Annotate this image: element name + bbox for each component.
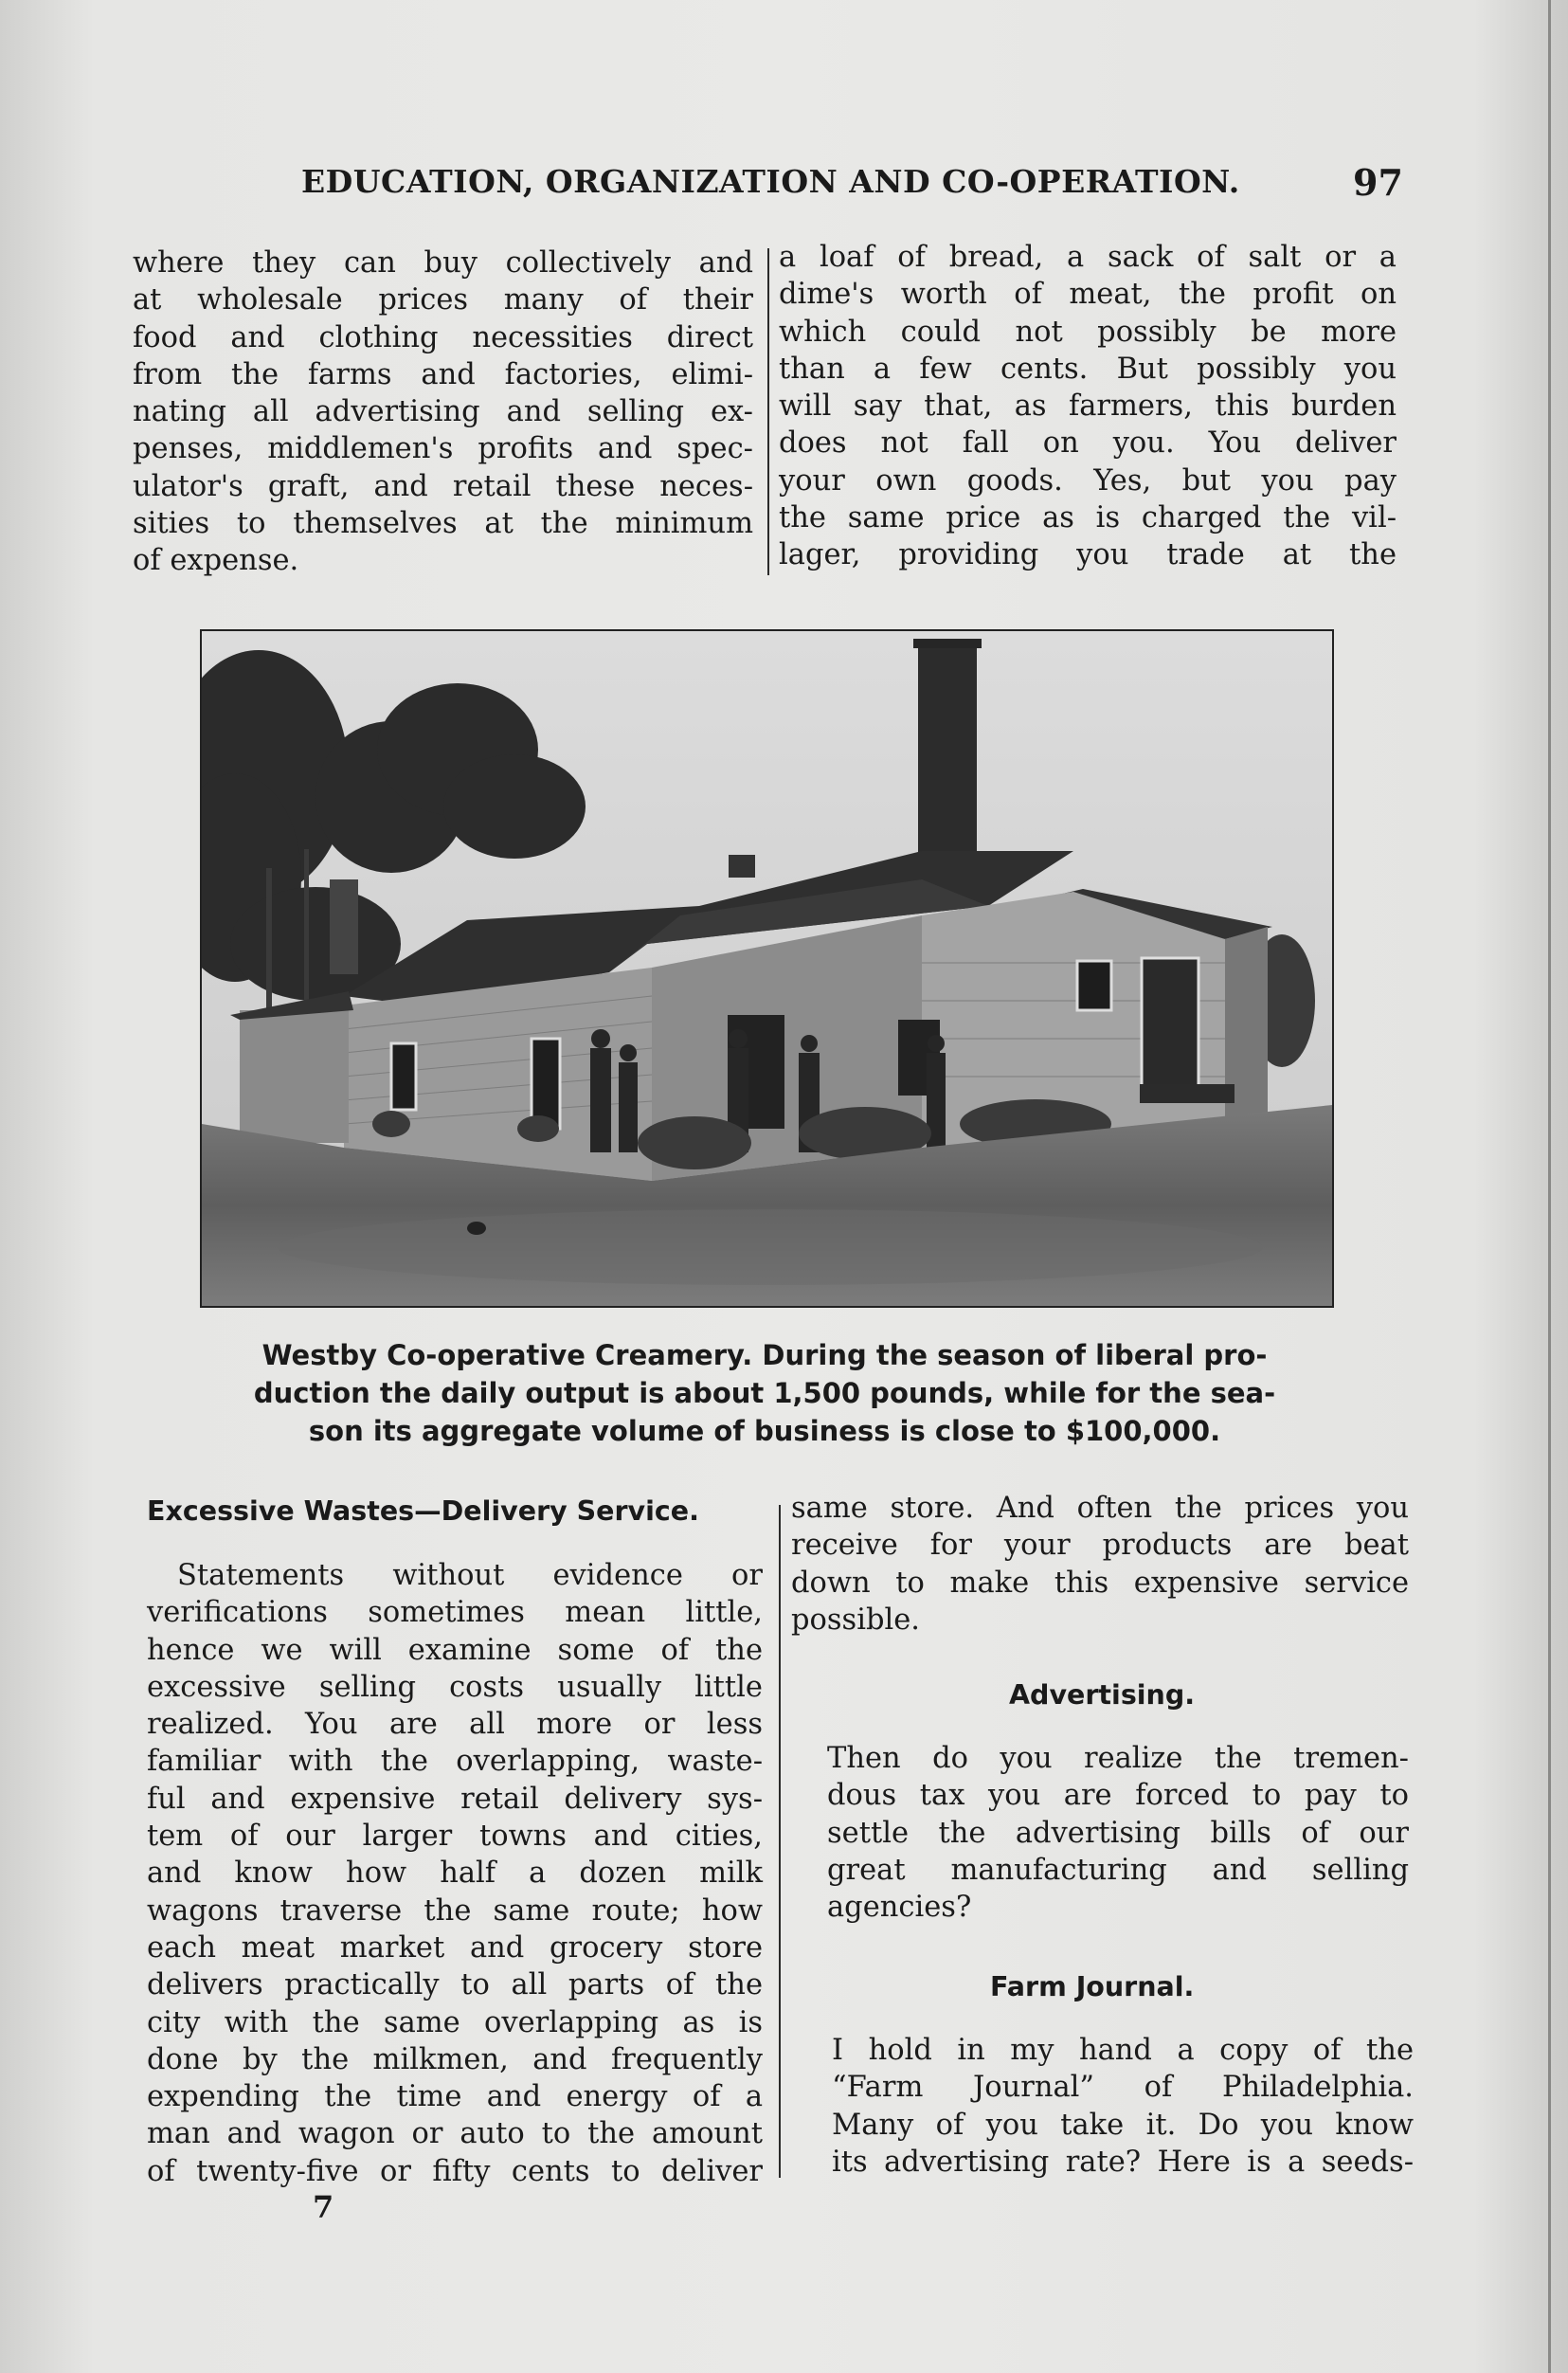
farm-journal-paragraph — [832, 2032, 1414, 2181]
text-line: at wholesale prices many of their — [133, 283, 753, 317]
text-line: your own goods. Yes, but you pay — [779, 463, 1397, 498]
section-heading-farm-journal: Farm Journal. — [990, 1971, 1195, 2002]
caption-line: son its aggregate volume of business is close to $100,000. — [308, 1415, 1221, 1447]
text-line: nating all advertising and selling ex- — [133, 395, 753, 429]
text-line: expending the time and energy of a — [147, 2080, 763, 2114]
text-line: delivers practically to all parts of the — [147, 1968, 763, 2002]
caption-line: Westby Co-operative Creamery. During the season of liberal pro- — [261, 1339, 1268, 1371]
text-line: of twenty-five or fifty cents to deliver — [147, 2154, 763, 2188]
text-line: ulator's graft, and retail these neces- — [133, 469, 753, 503]
advertising-paragraph — [827, 1740, 1409, 1926]
signature-mark: 7 — [313, 2189, 334, 2225]
text-line: food and clothing necessities direct — [133, 320, 753, 354]
text-line: will say that, as farmers, this burden — [779, 389, 1397, 424]
text-line: done by the milkmen, and frequently — [147, 2042, 763, 2076]
text-line: than a few cents. But possibly you — [779, 352, 1397, 386]
text-line: sities to themselves at the minimum — [133, 507, 753, 541]
text-line: each meat market and grocery store — [147, 1930, 763, 1965]
bottom-right-intro — [791, 1490, 1409, 1639]
text-line: Then do you realize the tremen- — [827, 1742, 1409, 1775]
text-line: which could not possibly be more — [779, 315, 1397, 349]
top-left-column — [133, 245, 753, 580]
text-line: city with the same overlapping as is — [147, 2005, 763, 2039]
text-line: of expense. — [133, 544, 299, 578]
column-rule-bottom — [779, 1505, 781, 2178]
text-line: same store. And often the prices you — [791, 1492, 1409, 1525]
page-edge-line — [1548, 0, 1551, 2373]
text-line: agencies? — [827, 1891, 972, 1925]
top-right-column — [779, 239, 1397, 574]
text-line: where they can buy collectively and — [133, 246, 753, 280]
text-line: down to make this expensive service — [791, 1566, 1409, 1600]
text-line: excessive selling costs usually little — [147, 1670, 763, 1704]
text-line: dous tax you are forced to pay to — [827, 1779, 1409, 1813]
text-line: man and wagon or auto to the amount — [147, 2117, 763, 2151]
text-line: from the farms and factories, elimi- — [133, 357, 753, 391]
text-line: hence we will examine some of the — [147, 1633, 763, 1667]
text-line: its advertising rate? Here is a seeds- — [832, 2145, 1414, 2179]
text-line: Many of you take it. Do you know — [832, 2108, 1414, 2142]
text-line: tem of our larger towns and cities, — [147, 1820, 763, 1854]
page-number: 97 — [1353, 161, 1403, 204]
text-line: ful and expensive retail delivery sys- — [147, 1782, 763, 1816]
section-heading-advertising: Advertising. — [1009, 1679, 1196, 1711]
text-line: settle the advertising bills of our — [827, 1816, 1409, 1850]
text-line: realized. You are all more or less — [147, 1708, 763, 1742]
text-line: a loaf of bread, a sack of salt or a — [779, 241, 1397, 274]
text-line: wagons traverse the same route; how — [147, 1893, 763, 1928]
text-line: great manufacturing and selling — [827, 1853, 1409, 1887]
caption-line: duction the daily output is about 1,500 pounds, while for the sea- — [253, 1377, 1276, 1409]
section-heading-delivery: Excessive Wastes—Delivery Service. — [147, 1495, 699, 1527]
text-line: does not fall on you. You deliver — [779, 426, 1397, 461]
text-line: lager, providing you trade at the — [779, 538, 1397, 572]
column-rule-top — [767, 248, 769, 575]
text-line: familiar with the overlapping, waste- — [147, 1745, 763, 1779]
bottom-left-column — [147, 1557, 763, 2190]
creamery-photo-illustration — [202, 631, 1332, 1306]
text-line: dime's worth of meat, the profit on — [779, 278, 1397, 312]
text-line: verifications sometimes mean little, — [147, 1596, 763, 1630]
running-head: EDUCATION, ORGANIZATION AND CO-OPERATION. — [301, 163, 1240, 200]
text-line: I hold in my hand a copy of the — [832, 2034, 1414, 2067]
text-line: receive for your products are beat — [791, 1529, 1409, 1563]
creamery-photo — [200, 629, 1334, 1308]
text-line: Statements without evidence or — [177, 1559, 763, 1592]
text-line: possible. — [791, 1603, 920, 1637]
text-line: penses, middlemen's profits and spec- — [133, 432, 753, 466]
text-line: “Farm Journal” of Philadelphia. — [832, 2071, 1414, 2105]
text-line: the same price as is charged the vil- — [779, 501, 1397, 535]
photo-caption — [220, 1336, 1309, 1450]
text-line: and know how half a dozen milk — [147, 1857, 763, 1891]
